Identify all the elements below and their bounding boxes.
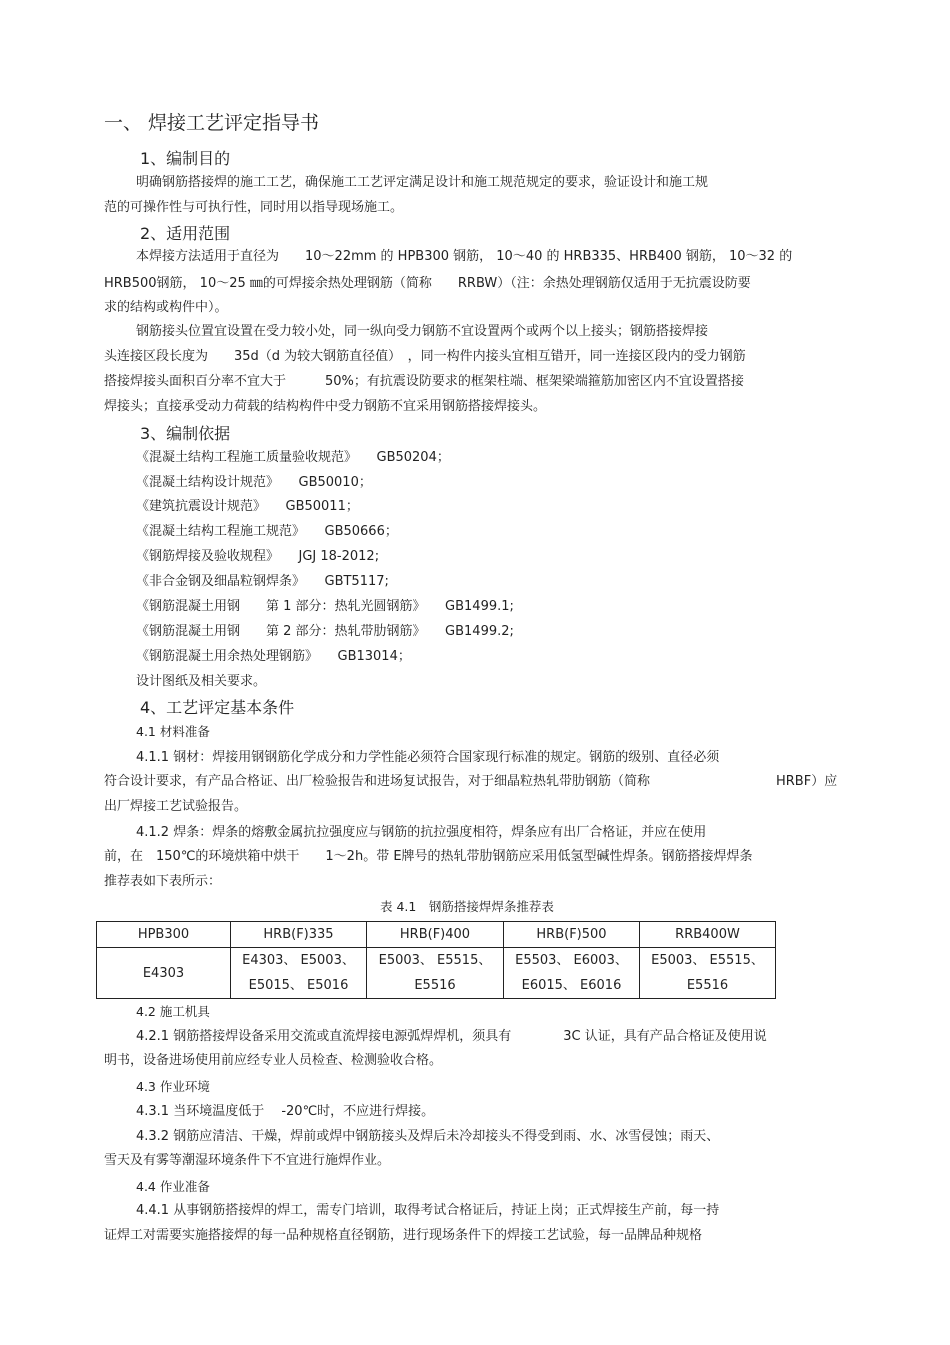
paragraph-line: 4.3.1 当环境温度低于 -20℃时，不应进行焊接。 xyxy=(136,1104,435,1119)
table-header-cell: HPB300 xyxy=(97,922,231,948)
paragraph-line: 头连接区段长度为 35d（d 为较大钢筋直径值） ，同一构件内接头宜相互错开，同一连接区段内的受力钢筋 xyxy=(104,349,746,364)
paragraph-line: 4.1.1 钢材：焊接用钢钢筋化学成分和力学性能必须符合国家现行标准的规定。钢筋的级别、直径必须 xyxy=(136,750,720,765)
paragraph-line: 钢筋接头位置宜设置在受力较小处，同一纵向受力钢筋不宜设置两个或两个以上接头；钢筋搭接焊接 xyxy=(136,324,709,339)
reference-item: 《钢筋混凝土用钢 第 2 部分：热轧带肋钢筋》 GB1499.2; xyxy=(136,624,514,639)
paragraph-line: 明书，设备进场使用前应经专业人员检查、检测验收合格。 xyxy=(104,1053,443,1068)
section-heading-scope: 2、适用范围 xyxy=(140,224,231,243)
reference-item: 《钢筋混凝土用钢 第 1 部分：热轧光圆钢筋》 GB1499.1; xyxy=(136,599,514,614)
paragraph-line: HRB500钢筋， 10～25 ㎜的可焊接余热处理钢筋（简称 RRBW）（注：余热处理钢筋仅适用于无抗震设防要 xyxy=(104,276,751,291)
reference-item: 《混凝土结构设计规范》 GB50010； xyxy=(136,475,372,490)
reference-item: 《钢筋混凝土用余热处理钢筋》 GB13014； xyxy=(136,649,411,664)
table-cell-line: E6015、 E6016 xyxy=(521,978,622,993)
table-cell xyxy=(231,948,367,999)
paragraph-line: 范的可操作性与可执行性，同时用以指导现场施工。 xyxy=(104,200,404,215)
reference-item: 《混凝土结构工程施工质量验收规范》 GB50204； xyxy=(136,450,450,465)
section-heading-purpose: 1、编制目的 xyxy=(140,149,231,168)
table-cell-line: E5003、 E5515、 xyxy=(651,953,764,968)
document-title: 一、 焊接工艺评定指导书 xyxy=(104,112,320,134)
paragraph-line: HRBF）应 xyxy=(776,774,838,789)
section-heading-references: 3、编制依据 xyxy=(140,424,231,443)
paragraph-line: 4.2.1 钢筋搭接焊设备采用交流或直流焊接电源弧焊焊机，须具有 3C 认证，具有产品合格证及使用说 xyxy=(136,1029,767,1044)
paragraph-line: 明确钢筋搭接焊的施工工艺，确保施工工艺评定满足设计和施工规范规定的要求，验证设计和施工规 xyxy=(136,175,709,190)
table-header-row xyxy=(97,922,776,948)
reference-item: 《钢筋焊接及验收规程》 JGJ 18-2012; xyxy=(136,549,380,564)
subsection-heading: 4.4 作业准备 xyxy=(136,1179,210,1194)
reference-item: 《非合金钢及细晶粒钢焊条》 GBT5117; xyxy=(136,574,389,589)
paragraph-line: 雪天及有雾等潮湿环境条件下不宜进行施焊作业。 xyxy=(104,1153,391,1168)
table-cell xyxy=(367,948,504,999)
table-header-cell: HRB(F)500 xyxy=(504,922,640,948)
paragraph-line: 搭接焊接头面积百分率不宜大于 50%；有抗震设防要求的框架柱端、框架梁端箍筋加密区内不宜设置搭接 xyxy=(104,374,744,389)
table-header-cell: RRB400W xyxy=(640,922,776,948)
table-header-cell: HRB(F)400 xyxy=(367,922,504,948)
table-row xyxy=(97,948,776,999)
table-cell-line: E5516 xyxy=(414,978,456,993)
paragraph-line: 焊接头；直接承受动力荷载的结构构件中受力钢筋不宜采用钢筋搭接焊接头。 xyxy=(104,399,547,414)
table-cell-line: E5503、 E6003、 xyxy=(515,953,628,968)
table-cell-line: E5015、 E5016 xyxy=(248,978,349,993)
table-header-cell: HRB(F)335 xyxy=(231,922,367,948)
paragraph-line: 出厂焊接工艺试验报告。 xyxy=(104,799,248,814)
paragraph-line: 4.1.2 焊条：焊条的熔敷金属抗拉强度应与钢筋的抗拉强度相符，焊条应有出厂合格证，并应在使用 xyxy=(136,825,707,840)
table-cell-line: E4303、 E5003、 xyxy=(242,953,355,968)
table-cell xyxy=(640,948,776,999)
table-cell xyxy=(504,948,640,999)
paragraph-line: 证焊工对需要实施搭接焊的每一品种规格直径钢筋，进行现场条件下的焊接工艺试验，每一品牌品种规格 xyxy=(104,1228,703,1243)
reference-item: 设计图纸及相关要求。 xyxy=(136,674,267,689)
subsection-heading: 4.2 施工机具 xyxy=(136,1004,210,1019)
paragraph-line: 本焊接方法适用于直径为 10～22mm 的 HPB300 钢筋， 10～40 的 HRB335、HRB400 钢筋， 10～32 的 xyxy=(136,249,793,264)
paragraph-line: 4.3.2 钢筋应清洁、干燥，焊前或焊中钢筋接头及焊后未冷却接头不得受到雨、水、冰雪侵蚀；雨天、 xyxy=(136,1129,720,1144)
table-caption: 表 4.1 钢筋搭接焊焊条推荐表 xyxy=(380,899,554,914)
subsection-heading: 4.1 材料准备 xyxy=(136,724,210,739)
reference-item: 《混凝土结构工程施工规范》 GB50666； xyxy=(136,524,398,539)
paragraph-line: 求的结构或构件中）。 xyxy=(104,300,228,315)
table-cell-line: E5003、 E5515、 xyxy=(378,953,492,968)
subsection-heading: 4.3 作业环境 xyxy=(136,1079,210,1094)
table-cell-line: E5516 xyxy=(686,978,729,993)
reference-item: 《建筑抗震设计规范》 GB50011； xyxy=(136,499,359,514)
section-heading-conditions: 4、工艺评定基本条件 xyxy=(140,698,295,717)
paragraph-line: 符合设计要求，有产品合格证、出厂检验报告和进场复试报告，对于细晶粒热轧带肋钢筋（简称 xyxy=(104,774,651,789)
electrode-recommendation-table xyxy=(96,921,776,999)
paragraph-line: 推荐表如下表所示： xyxy=(104,874,222,889)
paragraph-line: 前，在 150℃的环境烘箱中烘干 1～2h。带 E牌号的热轧带肋钢筋应采用低氢型碱性焊条。钢筋搭接焊焊条 xyxy=(104,849,753,864)
table-cell: E4303 xyxy=(97,948,231,999)
paragraph-line: 4.4.1 从事钢筋搭接焊的焊工，需专门培训，取得考试合格证后，持证上岗；正式焊接生产前，每一持 xyxy=(136,1203,720,1218)
